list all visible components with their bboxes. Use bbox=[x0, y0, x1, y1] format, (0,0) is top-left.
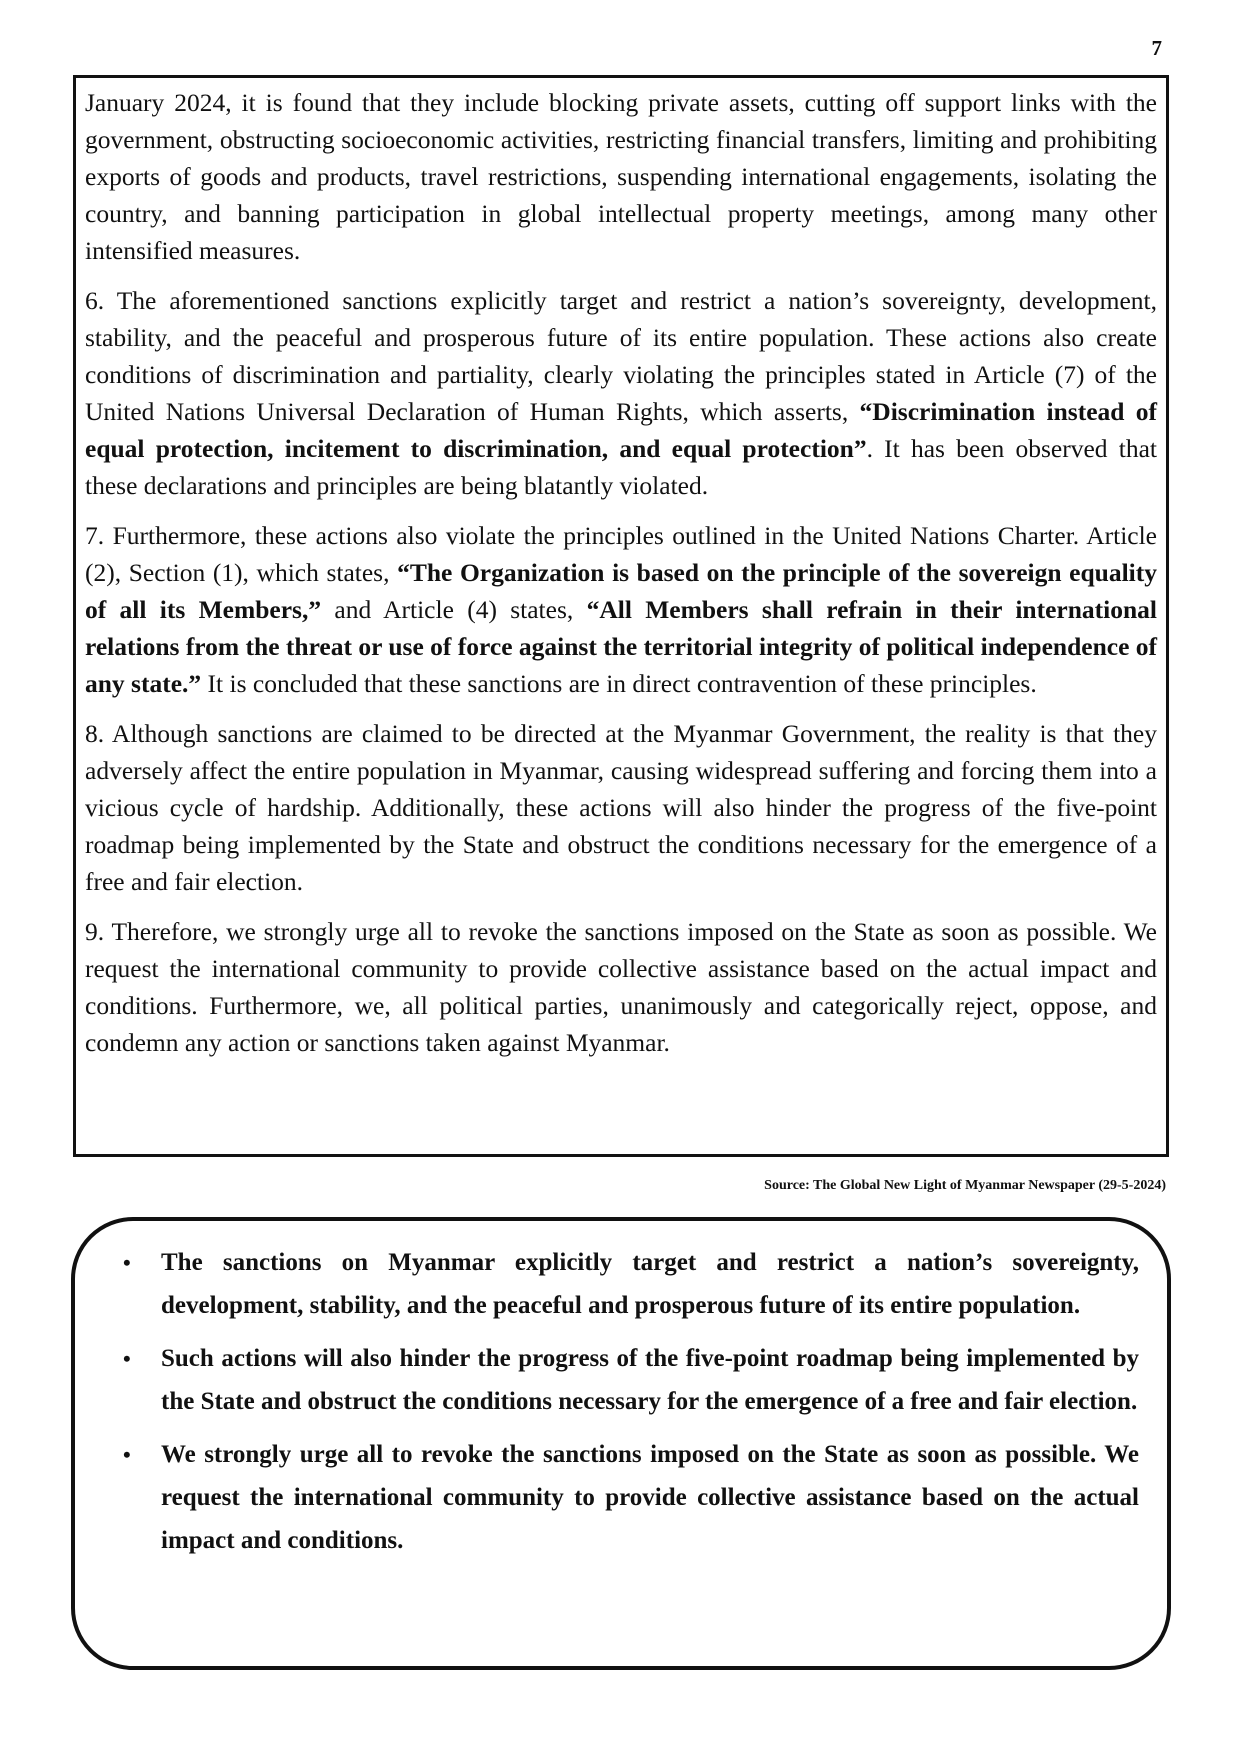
summary-item-text: Such actions will also hinder the progress of the five-point roadmap being implemented by the State and obstruct the conditions necessary for the emergence of a free and fair election. bbox=[161, 1345, 1139, 1415]
paragraph-7-text-c: and Article (4) states, bbox=[321, 595, 587, 624]
paragraph-9: 9. Therefore, we strongly urge all to revoke the sanctions imposed on the State as soon as possible. We request the international community to provide collective assistance based on the actual impact and conditions. Furthermore, we, all political parties, unanimously and categorically reject, oppose, and condemn any action or sanctions taken against Myanmar. bbox=[85, 917, 1157, 1057]
source-citation: Source: The Global New Light of Myanmar Newspaper (29-5-2024) bbox=[764, 1178, 1166, 1193]
summary-item bbox=[101, 1241, 1139, 1327]
paragraph-7-text-e: It is concluded that these sanctions are in direct contravention of these principles. bbox=[201, 669, 1037, 698]
paragraph-6-quote: “Discrimination instead of equal protection, incitement to discrimination, and equal protection” bbox=[85, 397, 1157, 463]
bullet-icon: • bbox=[123, 1346, 131, 1371]
main-text-box bbox=[73, 75, 1169, 1157]
summary-list bbox=[101, 1241, 1139, 1562]
page-number: 7 bbox=[1151, 36, 1162, 60]
summary-box bbox=[71, 1217, 1171, 1670]
paragraph-6-text-a: 6. The aforementioned sanctions explicitly target and restrict a nation’s sovereignty, development, stability, and the peaceful and prosperous future of its entire population. These actions also create conditions of discrimination and partiality, clearly violating the principles stated in Article (7) of the United Nations Universal Declaration of Human Rights, which asserts, bbox=[85, 286, 1157, 426]
bullet-icon: • bbox=[123, 1250, 131, 1275]
paragraph-7-quote-1: “The Organization is based on the principle of the sovereign equality of all its Members,” bbox=[85, 558, 1157, 624]
summary-item-text: The sanctions on Myanmar explicitly target and restrict a nation’s sovereignty, development, stability, and the peaceful and prosperous future of its entire population. bbox=[161, 1249, 1139, 1319]
summary-item-text: We strongly urge all to revoke the sanctions imposed on the State as soon as possible. We request the international community to provide collective assistance based on the actual impact and conditions. bbox=[161, 1441, 1139, 1554]
paragraph-7-quote-2: “All Members shall refrain in their international relations from the threat or use of force against the territorial integrity of political independence of any state.” bbox=[85, 595, 1158, 698]
bullet-icon: • bbox=[123, 1442, 131, 1467]
paragraph-continuation: January 2024, it is found that they include blocking private assets, cutting off support links with the government, obstructing socioeconomic activities, restricting financial transfers, limiting and prohibiting exports of goods and products, travel restrictions, suspending international engagements, isolating the country, and banning participation in global intellectual property meetings, among many other intensified measures. bbox=[85, 88, 1157, 265]
paragraph-6-text-c: . It has been observed that these declarations and principles are being blatantly violated. bbox=[85, 434, 1157, 500]
paragraph-7 bbox=[85, 517, 1157, 702]
paragraph-8: 8. Although sanctions are claimed to be directed at the Myanmar Government, the reality is that they adversely affect the entire population in Myanmar, causing widespread suffering and forcing them into a vicious cycle of hardship. Additionally, these actions will also hinder the progress of the five-point roadmap being implemented by the State and obstruct the conditions necessary for the emergence of a free and fair election. bbox=[85, 719, 1157, 896]
paragraph-6 bbox=[85, 282, 1157, 504]
summary-item bbox=[101, 1337, 1139, 1423]
summary-item bbox=[101, 1433, 1139, 1562]
paragraph-7-text-a: 7. Furthermore, these actions also violate the principles outlined in the United Nations Charter. Article (2), Section (1), which states, bbox=[85, 521, 1157, 587]
